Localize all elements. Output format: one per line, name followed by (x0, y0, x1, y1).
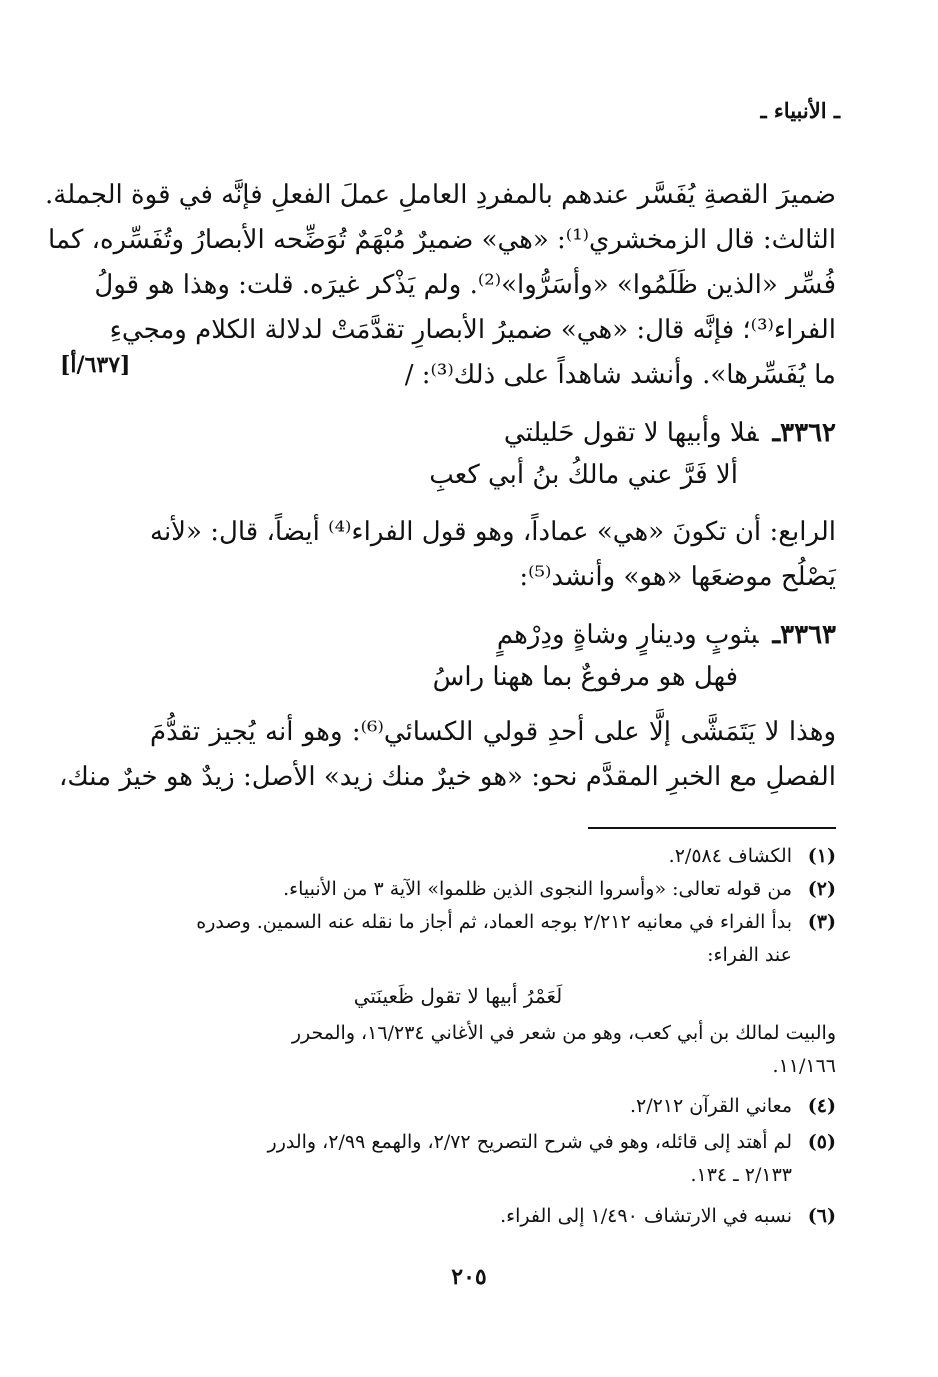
footnote (140, 1090, 836, 1123)
verse-hemistich: فلا وأبيها لا تقول حَليلتي (503, 418, 759, 448)
verse-hemistich: بثوبٍ ودينارٍ وشاةٍ ودِرْهمٍ (496, 620, 759, 650)
footnote (140, 1200, 836, 1233)
footnote-text: بدأ الفراء في معانيه ٢/٢١٢ بوجه العماد، ثم أجاز ما نقله عنه السمين. وصدره (196, 911, 792, 933)
running-header: ـ الأنبياء ـ (760, 98, 840, 123)
footnote-text: من قوله تعالى: «وأسروا النجوى الذين ظلموا» الآية ٣ من الأنبياء. (283, 878, 792, 900)
manuscript-folio-ref: [٦٣٧/أ] (60, 352, 131, 378)
footnote-number: (٥) (807, 1131, 836, 1153)
footnote-number: (١) (807, 845, 836, 867)
footnote-text: ٢/١٣٣ ـ ١٣٤. (690, 1164, 792, 1186)
body-line: وهذا لا يَتَمَشَّى إلَّا على أحدِ قولي الكسائي⁽⁶⁾: وهو أنه يُجيز تقدُّمَ (150, 717, 836, 747)
body-line: الثالث: قال الزمخشري⁽¹⁾: «هي» ضميرٌ مُبْهَمٌ تُوَضِّحه الأبصارُ وتُفَسِّره، كما (48, 225, 836, 255)
footnote (140, 873, 836, 906)
footnote-number: (٦) (807, 1205, 836, 1227)
footnote-text: والبيت لمالك بن أبي كعب، وهو من شعر في الأغاني ١٦/٢٣٤، والمحرر (291, 1022, 836, 1044)
footnote-text: ١١/١٦٦. (772, 1055, 836, 1077)
footnote-number: (٢) (807, 878, 836, 900)
verse-line-a (150, 615, 836, 655)
footnote (140, 1126, 836, 1159)
verse-line-b: ألا فَرَّ عني مالكُ بنُ أبي كعبِ (429, 460, 738, 490)
footnote-number: (٤) (807, 1095, 836, 1117)
body-line: ما يُفَسِّرها». وأنشد شاهداً على ذلك⁽³⁾: / (404, 360, 836, 390)
body-line: الرابع: أن تكونَ «هي» عماداً، وهو قول الفراء⁽⁴⁾ أيضاً، قال: «لأنه (150, 517, 836, 547)
footnote-number: (٣) (807, 911, 836, 933)
footnote-text: نسبه في الارتشاف ١/٤٩٠ إلى الفراء. (500, 1205, 792, 1227)
verse-line-a (150, 413, 836, 453)
verse-number: ٣٣٦٣ـ (772, 620, 836, 650)
footnote-text: عند الفراء: (707, 944, 792, 966)
body-line: يَصْلُح موضعَها «هو» وأنشد⁽⁵⁾: (519, 562, 836, 592)
verse-line-b: فهل هو مرفوعٌ بما ههنا راسُ (432, 662, 738, 692)
body-line: الفراء⁽³⁾؛ فإنَّه قال: «هي» ضميرُ الأبصارِ تقدَّمَتْ لدلالة الكلام ومجيءِ (109, 315, 836, 345)
page-number: ٢٠٥ (451, 1264, 487, 1290)
footnote (140, 840, 836, 873)
footnote (140, 906, 836, 939)
footnote-separator (588, 827, 836, 829)
body-line: ضميرَ القصةِ يُفَسَّر عندهم بالمفردِ العاملِ عملَ الفعلِ فإنَّه في قوة الجملة. (44, 180, 836, 210)
body-line: الفصلِ مع الخبرِ المقدَّم نحو: «هو خيرٌ منك زيد» الأصل: زيدٌ هو خيرٌ منك، (59, 762, 836, 792)
footnote-text: الكشاف ٢/٥٨٤. (668, 845, 792, 867)
verse-number: ٣٣٦٢ـ (772, 418, 836, 448)
footnote-text: معاني القرآن ٢/٢١٢. (629, 1095, 792, 1117)
body-line: فُسِّر «الذين ظَلَمُوا» «وأسَرُّوا»⁽²⁾. ولم يَذْكر غيرَه. قلت: وهذا هو قولُ (94, 270, 836, 300)
footnote-text: لم أهتد إلى قائله، وهو في شرح التصريح ٢/٧٢، والهمع ٢/٩٩، والدرر (267, 1131, 792, 1153)
footnote-poem: لَعَمْرُ أبيها لا تقول ظَعينَتي (353, 984, 563, 1008)
